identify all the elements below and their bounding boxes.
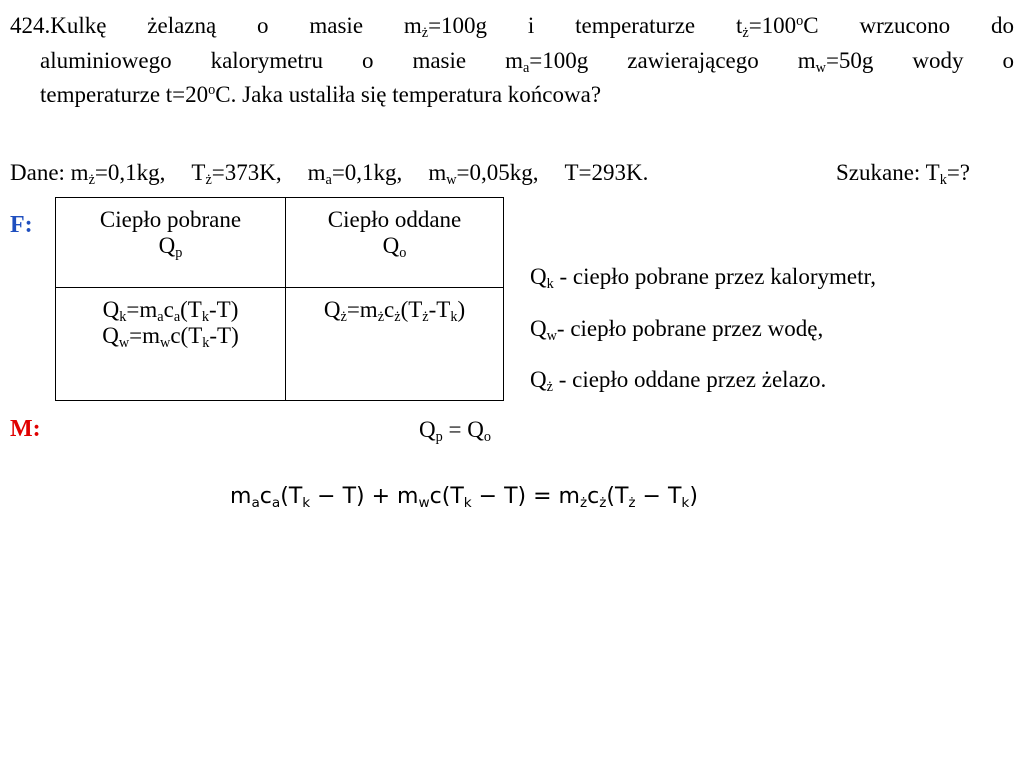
- given-water-mass: $m_w=0,05kg$,: [428, 160, 539, 188]
- formulas-marker: F:: [10, 212, 33, 238]
- definition-iron: $Q_ż$ - ciepło oddane przez żelazo.: [530, 367, 827, 395]
- formula-water: $Q_w=m_wc(T_k-T)$: [102, 323, 239, 351]
- given-iron-temp: $T_ż=373K$,: [191, 160, 282, 188]
- header-given: Ciepło oddane $Q_o$: [286, 198, 504, 288]
- header-received: Ciepło pobrane $Q_p$: [56, 198, 286, 288]
- expanded-equation: $m_ac_a(T_k - T) + m_wc(T_k - T) = m_żc_ż(T_ż - T_k)$: [230, 484, 698, 511]
- given-aluminium-mass: $m_a=0,1kg$,: [307, 160, 403, 188]
- cell-received-formulas: [56, 288, 286, 401]
- definitions-list: [530, 260, 876, 415]
- math-marker: M:: [10, 416, 41, 442]
- heat-balance-equation: $Q_p = Q_o$: [419, 417, 491, 445]
- formula-iron: $Q_ż=m_żc_ż(T_ż-T_k)$: [323, 297, 466, 325]
- table-row: [56, 288, 504, 401]
- problem-line-2: aluminiowego kalorymetru o masie $m_a=100g$ zawierającego $m_w=50g$ wody o: [40, 47, 1014, 76]
- formula-calorimeter: $Q_k=m_ac_a(T_k-T)$: [102, 297, 239, 325]
- definition-calorimeter: $Q_k$ - ciepło pobrane przez kalorymetr,: [530, 264, 876, 292]
- given-iron-mass: $m_ż=0,1kg$,: [70, 160, 166, 188]
- problem-line-3: temperaturze $t=20^oC$. Jaka ustaliła się temperatura końcowa?: [40, 82, 602, 107]
- sought-value: Szukane: $T_k=$?: [836, 160, 971, 188]
- definition-water: $Q_w-$ ciepło pobrane przez wodę,: [530, 315, 824, 344]
- given-label: Dane:: [10, 160, 71, 185]
- cell-given-formula: [286, 288, 504, 401]
- given-data: [10, 157, 1014, 189]
- heat-table: [55, 197, 504, 401]
- problem-statement: [10, 9, 1014, 113]
- problem-number: 424.: [10, 13, 51, 38]
- problem-line-1: 424.Kulkę żelazną o masie $m_ż=100g$ i temperaturze $t_ż=100^oC$ wrzucono do: [10, 13, 1014, 41]
- given-initial-temp: T=293K.: [564, 160, 649, 185]
- table-header-row: [56, 198, 504, 288]
